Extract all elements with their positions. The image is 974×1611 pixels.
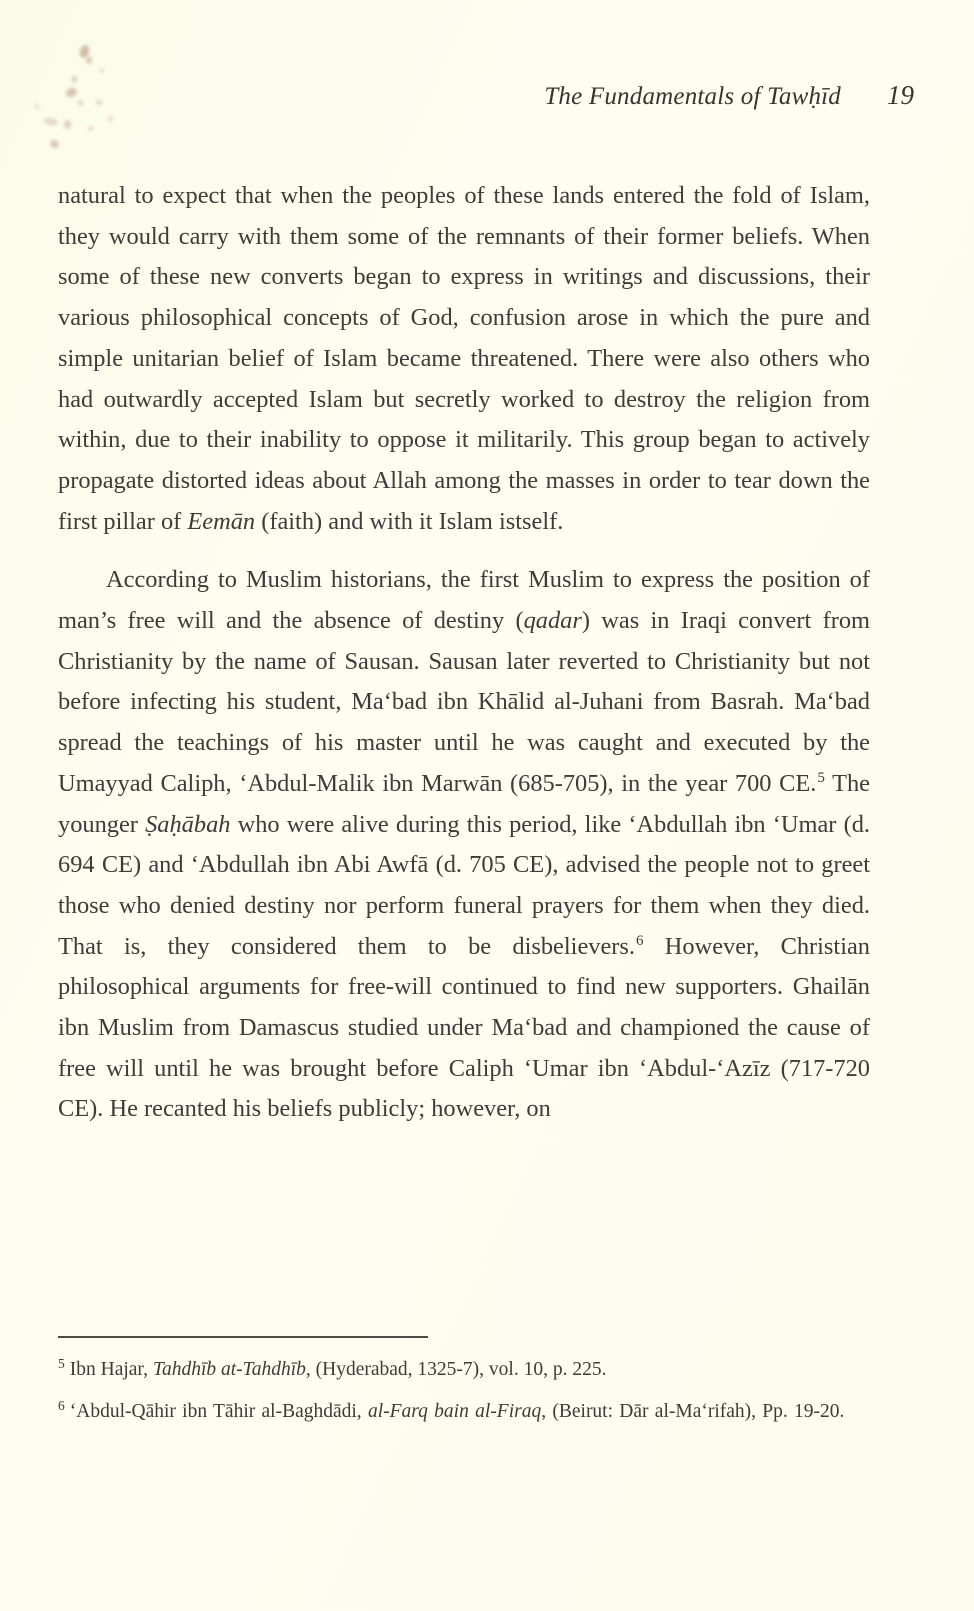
italic-term: Tahdhīb at-Tahdhīb: [152, 1359, 306, 1380]
footnote-reference-marker[interactable]: 5: [817, 769, 825, 786]
footnote-6: $^6$ ‘Abdul-Qāhir ibn Tāhir al-Baghdādi, al-Farq bain al-Firaq, (Beirut: Dār al-Ma‘rifah), Pp. 19-20.: [58, 1397, 845, 1422]
paragraph-remnants: natural to expect that when the peoples of these lands entered the fold of Islam, they would carry with them some of the remnants of their former beliefs. When some of these new converts began to express in writings and discussions, their various philosophical concepts of God, confusion arose in which the pure and simple unitarian belief of Islam became threatened. There were also others who had outwardly accepted Islam but secretly worked to destroy the religion from within, due to their inability to oppose it militarily. This group began to actively propagate distorted ideas about Allah among the masses in order to tear down the first pillar of Eemān (faith) and with it Islam istself.: [58, 182, 870, 535]
footnote-number: 6: [58, 1397, 65, 1413]
italic-term: Ṣaḥābah: [145, 810, 231, 838]
body-text: [58, 176, 870, 1130]
running-head-title: The Fundamentals of Tawḥīd: [544, 83, 841, 110]
footnote-5: $^5$ Ibn Hajar, Tahdhīb at-Tahdhīb, (Hyderabad, 1325-7), vol. 10, p. 225.: [58, 1355, 607, 1380]
paragraph-historians: According to Muslim historians, the first Muslim to express the position of man’s free will and the absence of destiny (qadar) was in Iraqi convert from Christianity by the name of Sausan. Sausan later reverted to Christianity but not before infecting his student, Ma‘bad ibn Khālid al-Juhani from Basrah. Ma‘bad spread the teachings of his master until he was caught and executed by the Umayyad Caliph, ‘Abdul-Malik ibn Marwān (685-705), in the year 700 CE.$^5$ The younger Ṣaḥābah who were alive during this period, like ‘Abdullah ibn ‘Umar (d. 694 CE) and ‘Abdullah ibn Abi Awfā (d. 705 CE), advised the people not to greet those who denied destiny nor perform funeral prayers for them when they died. That is, they considered them to be disbelievers.$^6$ However, Christian philosophical arguments for free-will continued to find new supporters. Ghailān ibn Muslim from Damascus studied under Ma‘bad and championed the cause of free will until he was brought before Caliph ‘Umar ibn ‘Abdul-‘Azīz (717-720 CE). He recanted his beliefs publicly; however, on: [58, 566, 871, 1123]
footnote-number: 5: [58, 1355, 65, 1371]
footnote-separator-rule: [58, 1336, 428, 1338]
footnote-list: [58, 1355, 876, 1439]
italic-term: al-Farq bain al-Firaq: [367, 1401, 542, 1422]
running-head: [58, 80, 914, 120]
footnote-reference-marker[interactable]: 6: [636, 932, 644, 949]
page-number: 19: [887, 80, 914, 110]
italic-term: qadar: [523, 607, 582, 635]
italic-term: Eemān: [187, 507, 256, 535]
